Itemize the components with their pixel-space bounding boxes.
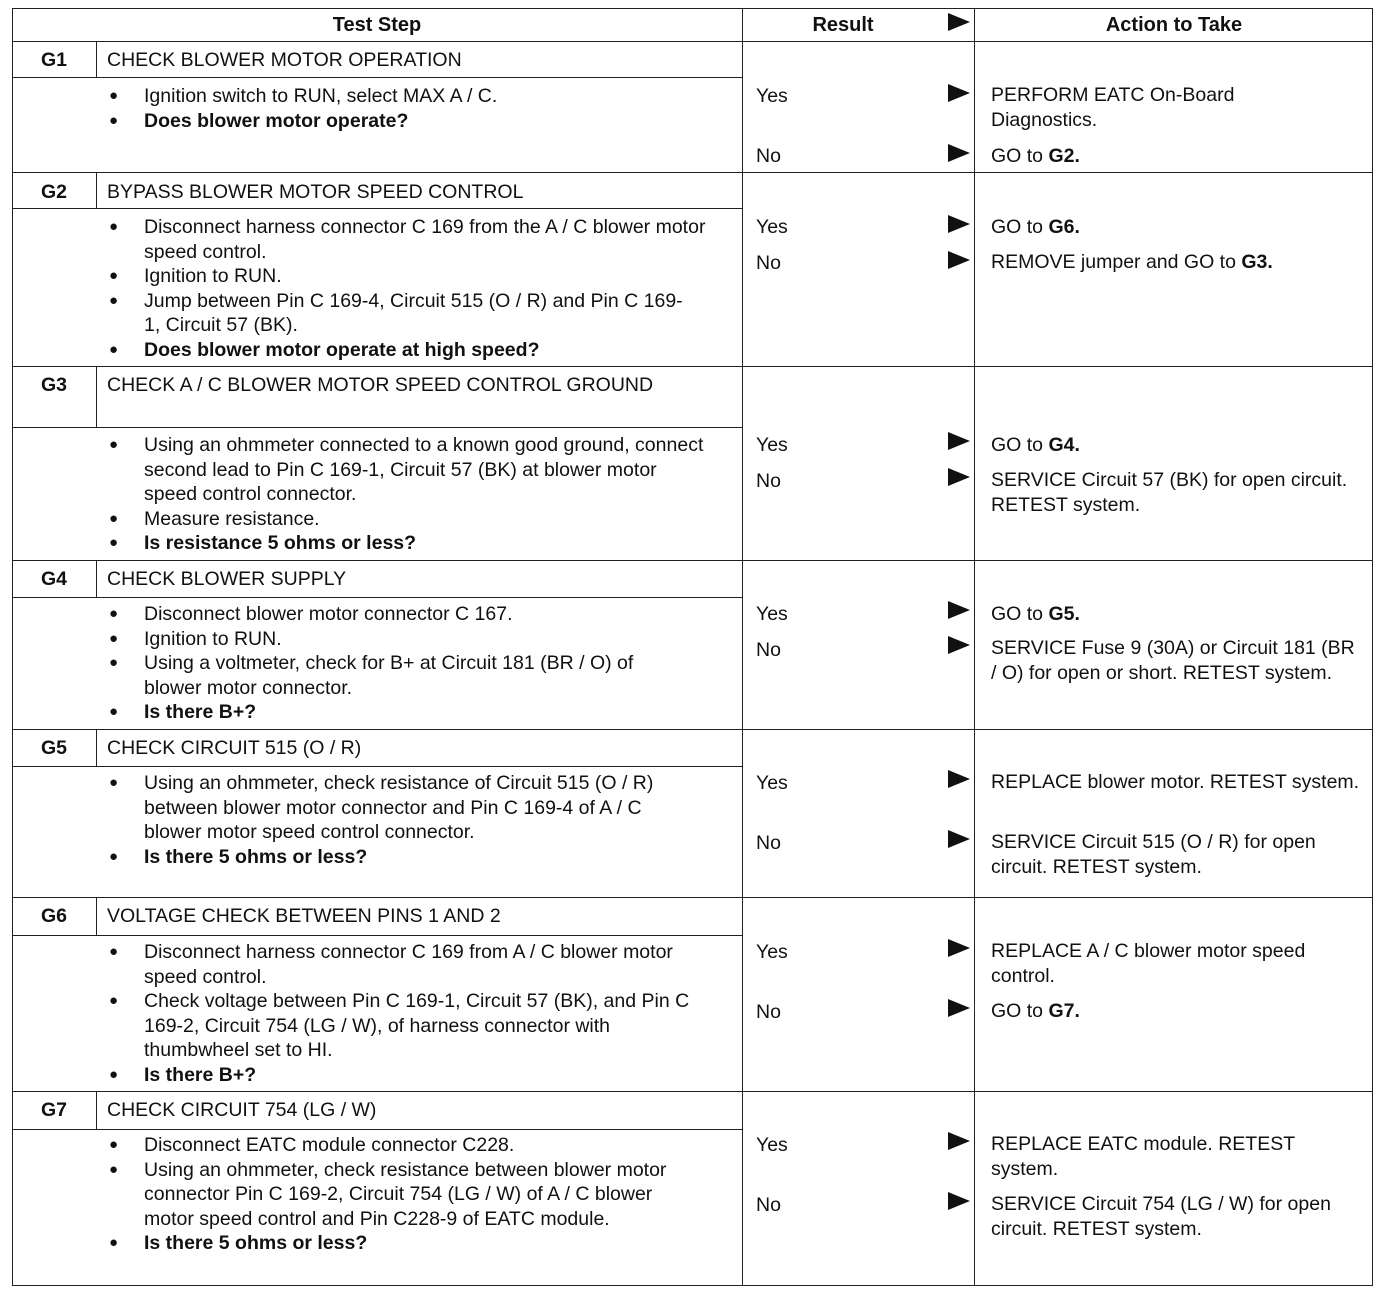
step-title: CHECK A / C BLOWER MOTOR SPEED CONTROL GROUND: [107, 374, 654, 396]
row-divider: [12, 172, 1373, 173]
id-divider: [96, 729, 97, 766]
row-divider: [12, 897, 1373, 898]
action-yes: REPLACE EATC module. RETEST system.: [991, 1133, 1295, 1180]
title-divider: [12, 427, 742, 428]
arrow-icon: [948, 432, 970, 450]
result-yes: Yes: [756, 1134, 788, 1156]
step-title: VOLTAGE CHECK BETWEEN PINS 1 AND 2: [107, 905, 501, 927]
action-yes: [991, 215, 1361, 240]
action-text: GO to: [991, 603, 1044, 625]
header-test-step: Test Step: [332, 14, 422, 36]
result-yes: Yes: [756, 941, 788, 963]
step-title: CHECK CIRCUIT 515 (O / R): [107, 737, 362, 759]
arrow-icon: [948, 939, 970, 957]
step-instructions: [107, 771, 707, 869]
action-no: SERVICE Circuit 57 (BK) for open circuit. RETEST system.: [991, 469, 1348, 516]
action-text: REMOVE jumper and GO to: [991, 251, 1236, 273]
step-instructions: [107, 84, 707, 133]
instruction-item: ● Using a voltmeter, check for B+ at Circuit 181 (BR / O) of blower motor connector.: [107, 651, 644, 700]
action-text: GO to: [991, 1000, 1044, 1022]
step-id: G7: [40, 1099, 67, 1121]
column-divider-result: [742, 8, 743, 1286]
column-divider-action: [974, 8, 975, 1286]
arrow-icon: [948, 215, 970, 233]
result-yes: Yes: [756, 216, 788, 238]
goto-step: G5.: [1048, 603, 1080, 625]
result-yes: Yes: [756, 603, 788, 625]
title-divider: [12, 1129, 742, 1130]
id-divider: [96, 1091, 97, 1129]
step-instructions: [107, 940, 707, 1087]
header-result: Result: [812, 14, 874, 36]
step-id: G5: [40, 737, 67, 759]
result-no: No: [756, 252, 781, 274]
step-id: G6: [40, 905, 67, 927]
action-no: [991, 999, 1361, 1024]
id-divider: [96, 366, 97, 427]
action-yes: [991, 602, 1361, 627]
step-instructions: [107, 602, 707, 725]
result-no: No: [756, 145, 781, 167]
instruction-question: ● Is resistance 5 ohms or less?: [107, 531, 707, 556]
title-divider: [12, 597, 742, 598]
instruction-item: ● Measure resistance.: [107, 507, 707, 532]
step-id: G3: [40, 374, 67, 396]
arrow-icon: [948, 601, 970, 619]
instruction-item: ● Using an ohmmeter, check resistance of Circuit 515 (O / R) between blower motor connector and Pin C 169-4 of A / C blower motor speed control connector.: [107, 771, 704, 845]
result-yes: Yes: [756, 85, 788, 107]
instruction-item: ● Disconnect harness connector C 169 from the A / C blower motor speed control.: [107, 215, 707, 264]
result-no: No: [756, 639, 781, 661]
step-title: CHECK BLOWER SUPPLY: [107, 568, 347, 590]
instruction-item: ● Ignition to RUN.: [107, 627, 707, 652]
instruction-question: ● Does blower motor operate at high speed?: [107, 338, 707, 363]
row-divider: [12, 1091, 1373, 1092]
action-no: SERVICE Fuse 9 (30A) or Circuit 181 (BR / O) for open or short. RETEST system.: [991, 637, 1355, 684]
goto-step: G4.: [1048, 434, 1080, 456]
instruction-item: ● Disconnect EATC module connector C228.: [107, 1133, 707, 1158]
goto-step: G2.: [1048, 145, 1080, 167]
arrow-icon: [948, 84, 970, 102]
goto-step: G6.: [1048, 216, 1080, 238]
title-divider: [12, 935, 742, 936]
instruction-item: ● Using an ohmmeter, check resistance between blower motor connector Pin C 169-2, Circuit 754 (LG / W) of A / C blower motor speed control and Pin C228-9 of EATC module.: [107, 1158, 704, 1232]
action-text: GO to: [991, 216, 1044, 238]
action-yes: PERFORM EATC On-Board Diagnostics.: [991, 84, 1235, 131]
arrow-icon: [948, 1132, 970, 1150]
instruction-question: ● Is there B+?: [107, 1063, 707, 1088]
action-text: GO to: [991, 434, 1044, 456]
arrow-icon: [948, 770, 970, 788]
instruction-question: ● Is there 5 ohms or less?: [107, 1231, 707, 1256]
step-id: G2: [40, 181, 67, 203]
header-action: Action to Take: [1105, 14, 1243, 36]
diagnostic-table: [12, 8, 1373, 1286]
arrow-icon: [948, 830, 970, 848]
id-divider: [96, 897, 97, 935]
title-divider: [12, 77, 742, 78]
instruction-question: ● Is there 5 ohms or less?: [107, 845, 707, 870]
arrow-icon: [948, 999, 970, 1017]
instruction-item: ● Disconnect blower motor connector C 167.: [107, 602, 707, 627]
action-text: GO to: [991, 145, 1044, 167]
row-divider: [12, 560, 1373, 561]
id-divider: [96, 560, 97, 597]
id-divider: [96, 41, 97, 77]
result-no: No: [756, 832, 781, 854]
action-no: SERVICE Circuit 754 (LG / W) for open circuit. RETEST system.: [991, 1193, 1331, 1240]
goto-step: G7.: [1048, 1000, 1080, 1022]
action-no: [991, 144, 1361, 169]
instruction-item: ● Ignition to RUN.: [107, 264, 707, 289]
instruction-item: ● Disconnect harness connector C 169 from A / C blower motor speed control.: [107, 940, 684, 989]
step-title: BYPASS BLOWER MOTOR SPEED CONTROL: [107, 181, 524, 203]
action-yes: REPLACE A / C blower motor speed control.: [991, 940, 1306, 987]
instruction-item: ● Check voltage between Pin C 169-1, Circuit 57 (BK), and Pin C 169-2, Circuit 754 (LG / W), of harness connector with thumbwheel set to HI.: [107, 989, 714, 1063]
instruction-item: ● Jump between Pin C 169-4, Circuit 515 (O / R) and Pin C 169-1, Circuit 57 (BK).: [107, 289, 684, 338]
arrow-icon: [948, 251, 970, 269]
step-id: G4: [40, 568, 67, 590]
step-title: CHECK BLOWER MOTOR OPERATION: [107, 49, 462, 71]
header-arrow-icon: [948, 13, 970, 31]
action-yes: [991, 433, 1361, 458]
result-no: No: [756, 1001, 781, 1023]
instruction-item: ● Ignition switch to RUN, select MAX A / C.: [107, 84, 707, 109]
step-instructions: [107, 215, 707, 362]
arrow-icon: [948, 636, 970, 654]
action-no: SERVICE Circuit 515 (O / R) for open circuit. RETEST system.: [991, 831, 1316, 878]
id-divider: [96, 172, 97, 208]
step-id: G1: [40, 49, 67, 71]
row-divider: [12, 729, 1373, 730]
arrow-icon: [948, 144, 970, 162]
instruction-question: ● Is there B+?: [107, 700, 707, 725]
arrow-icon: [948, 468, 970, 486]
step-instructions: [107, 433, 707, 556]
action-yes: REPLACE blower motor. RETEST system.: [991, 771, 1360, 793]
row-divider: [12, 366, 1373, 367]
result-yes: Yes: [756, 772, 788, 794]
instruction-question: ● Does blower motor operate?: [107, 109, 707, 134]
result-no: No: [756, 470, 781, 492]
step-title: CHECK CIRCUIT 754 (LG / W): [107, 1099, 377, 1121]
arrow-icon: [948, 1192, 970, 1210]
title-divider: [12, 208, 742, 209]
instruction-item: ● Using an ohmmeter connected to a known good ground, connect second lead to Pin C 169-1, Circuit 57 (BK) at blower motor speed control connector.: [107, 433, 704, 507]
result-no: No: [756, 1194, 781, 1216]
action-no: [991, 250, 1361, 275]
goto-step: G3.: [1241, 251, 1273, 273]
header-divider: [12, 41, 1373, 42]
title-divider: [12, 766, 742, 767]
step-instructions: [107, 1133, 707, 1256]
result-yes: Yes: [756, 434, 788, 456]
